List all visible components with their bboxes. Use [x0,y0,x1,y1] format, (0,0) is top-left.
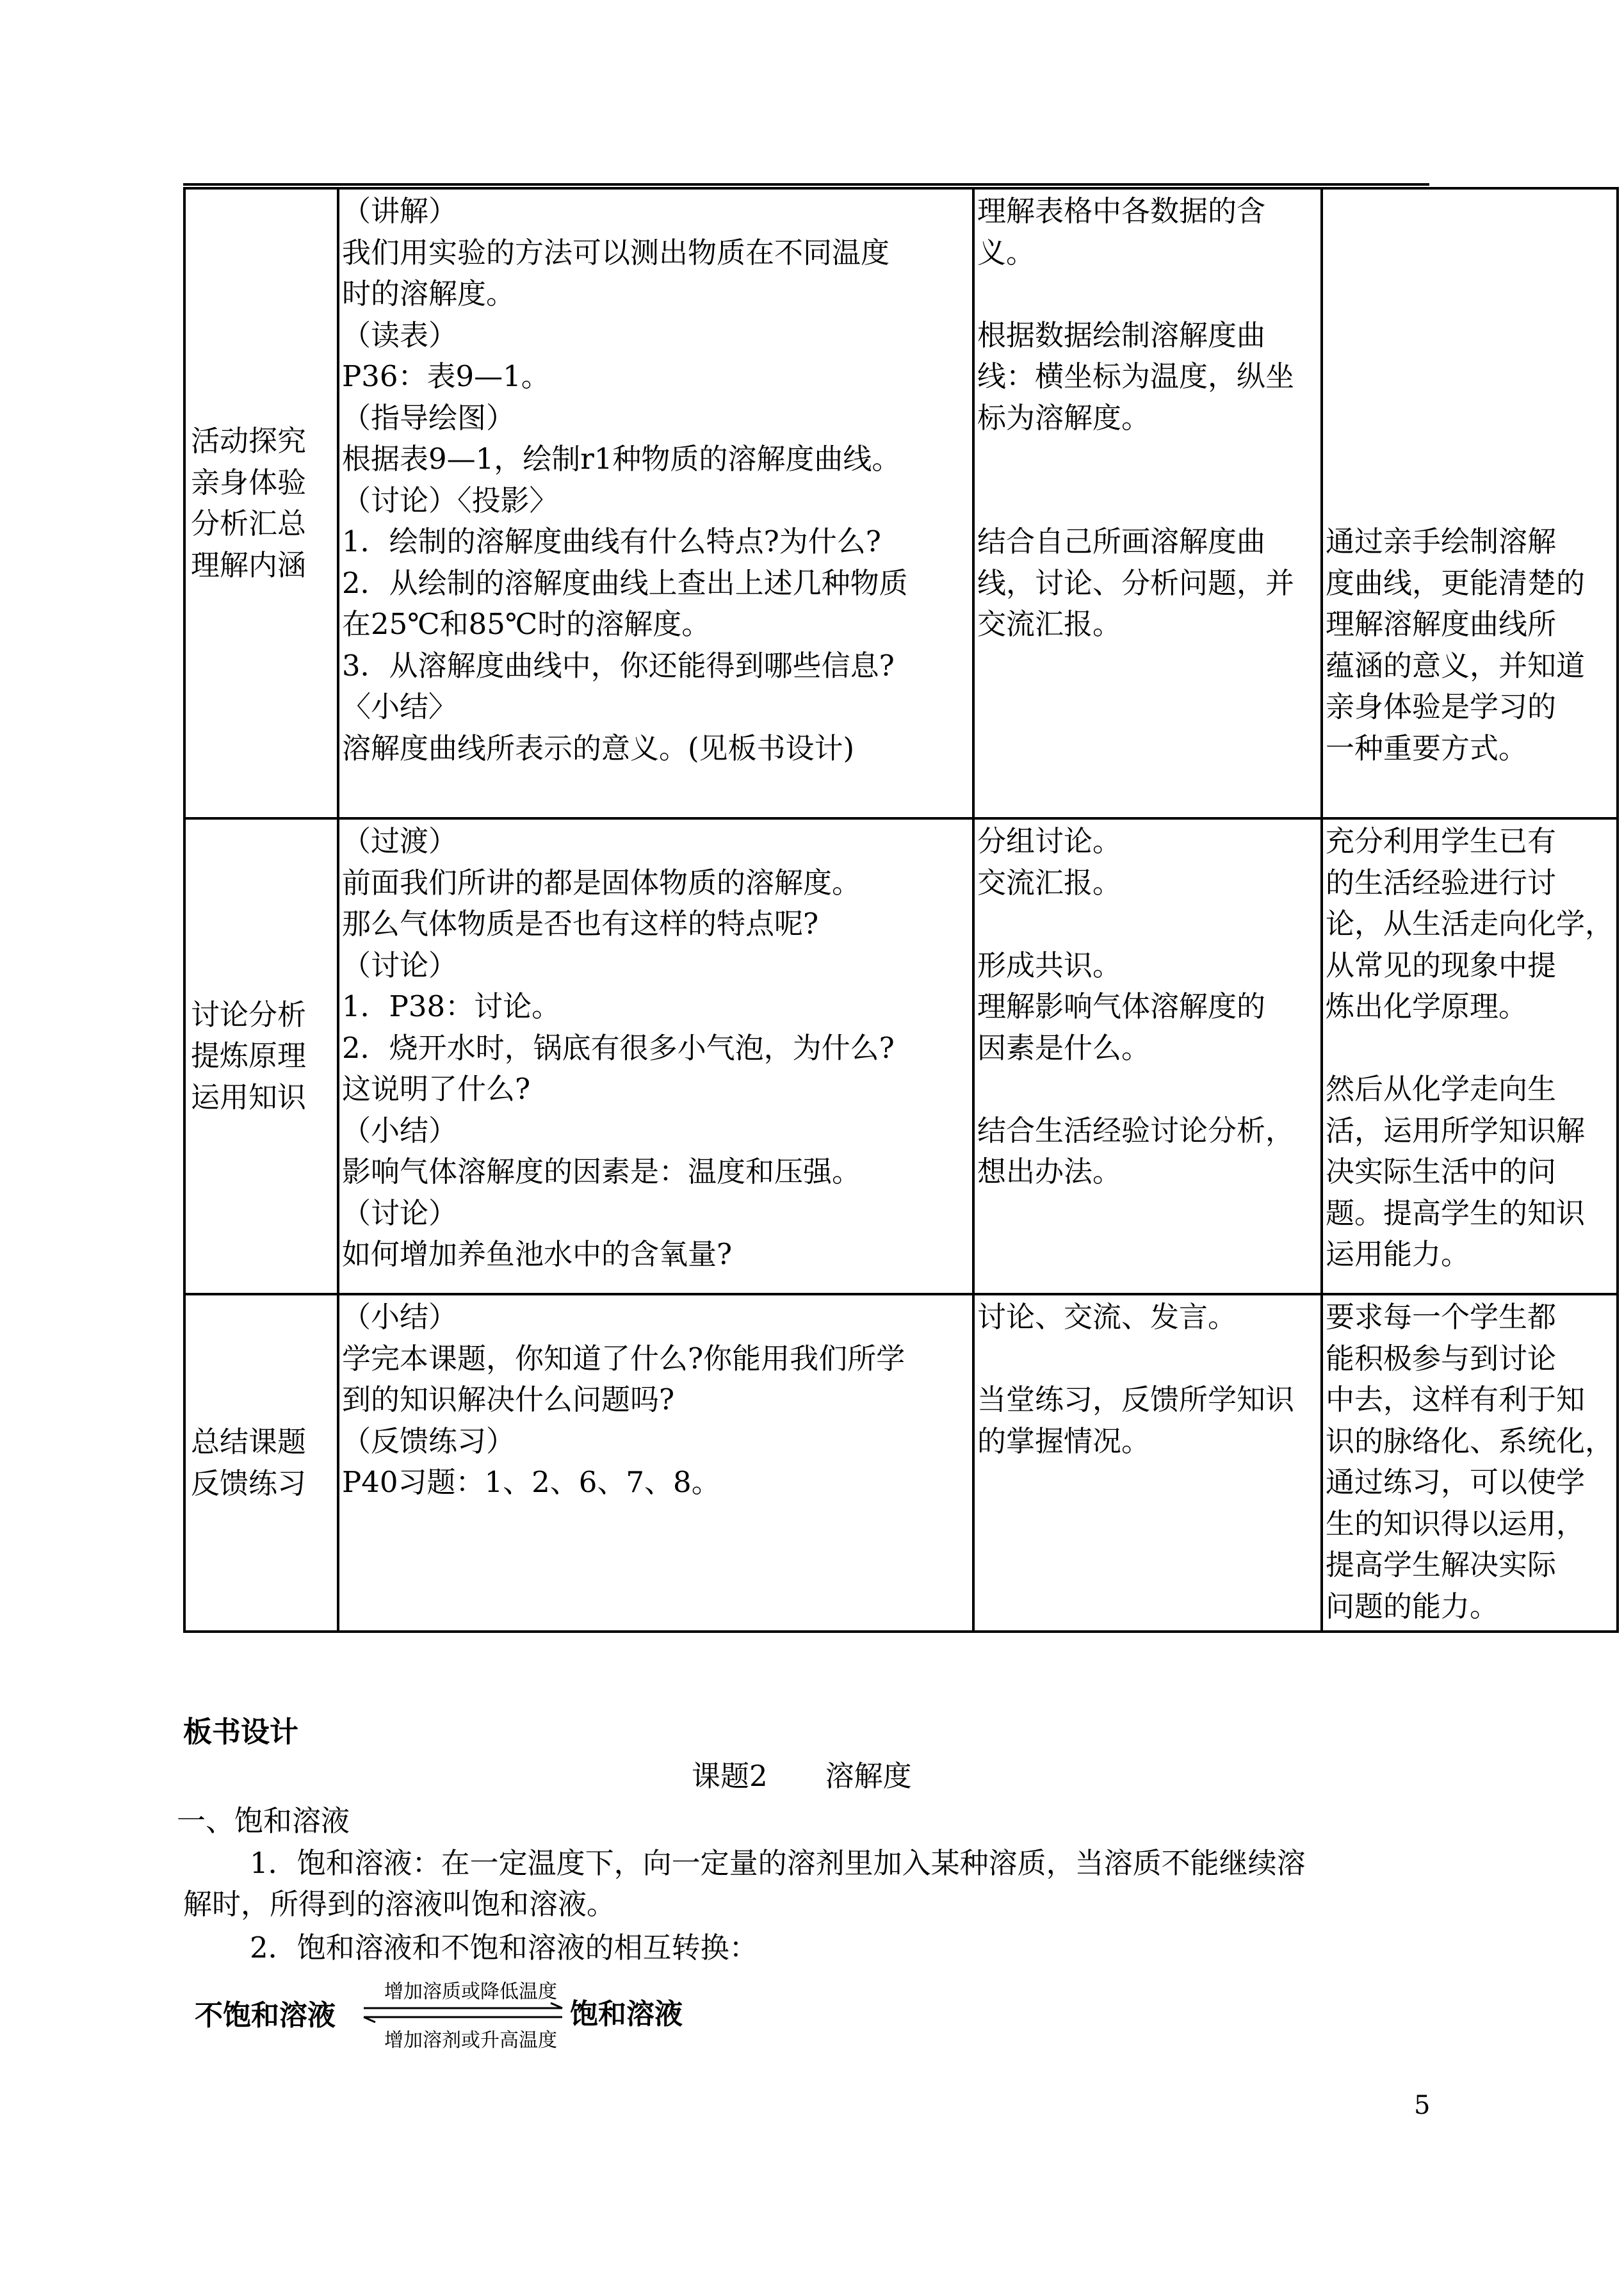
cell-text-line: 题。提高学生的知识 [1326,1196,1586,1230]
cell-text-line: 影响气体溶解度的因素是：温度和压强。 [342,1155,861,1188]
cell-text-line: 然后从化学走向生 [1326,1072,1557,1106]
cell-text-line: 提炼原理 [191,1039,307,1073]
spacer [977,273,1318,315]
spacer [977,480,1318,522]
table-row [184,1294,1618,1632]
top-rule [183,183,1429,186]
cell-text-line: （讨论） [342,948,458,982]
cell-text-line: 因素是什么。 [977,1030,1151,1065]
design-intent-cell [1322,188,1618,818]
spacer [1326,356,1614,398]
cell-text-line: 活动探究 [191,424,307,458]
cell-text-line: （小结） [342,1113,458,1148]
cell-text-line: 提高学生解决实际 [1326,1548,1557,1582]
cell-text-line: 理解影响气体溶解度的 [977,989,1266,1023]
cell-text-line: 讨论分析 [191,997,307,1032]
cell-text-line: 问题的能力。 [1326,1589,1499,1623]
cell-text-line: 运用能力。 [1326,1237,1470,1271]
cell-text-line: 结合生活经验讨论分析， [977,1113,1295,1148]
cell-text-line: 中去，这样有利于知 [1326,1383,1586,1416]
cell-text-line: 亲身体验是学习的 [1326,690,1557,724]
cell-text-line: 那么气体物质是否也有这样的特点呢? [342,907,819,941]
spacer [1326,315,1614,357]
cell-text-line: （指导绘图） [342,400,516,435]
cell-text-line: （读表） [342,318,458,352]
cell-text-line: 3．从溶解度曲线中，你还能得到哪些信息? [342,648,895,683]
cell-text-line: （反馈练习） [342,1423,516,1458]
cell-text-line: 溶解度曲线所表示的意义。(见板书设计) [342,731,855,765]
cell-text-line: P36：表9—1。 [342,359,550,393]
cell-text-line: （讲解） [342,194,458,228]
cell-text-line: （讨论） [342,1196,458,1230]
spacer [1326,439,1614,480]
definition-line-2: 解时，所得到的溶液叫饱和溶液。 [183,1887,616,1921]
definition-line-1: 1．饱和溶液：在一定温度下，向一定量的溶剂里加入某种溶质，当溶质不能继续溶 [250,1846,1306,1880]
cell-text-line: 前面我们所讲的都是固体物质的溶解度。 [342,865,861,900]
cell-text-line: 交流汇报。 [977,607,1122,641]
cell-text-line: 根据表9—1，绘制r1种物质的溶解度曲线。 [342,442,901,476]
cell-text-line: P40习题：1、2、6、7、8。 [342,1465,720,1499]
spacer [977,1338,1318,1380]
teacher-activity-cell [338,188,973,818]
cell-text-line: 理解溶解度曲线所 [1326,607,1557,641]
spacer [977,1069,1318,1110]
cell-text-line: 活，运用所学知识解 [1326,1113,1586,1148]
cell-text-line: 我们用实验的方法可以测出物质在不同温度 [342,235,890,270]
cell-text-line: （小结） [342,1300,458,1334]
spacer [977,904,1318,945]
stage-cell [184,1294,338,1632]
unsaturated-solution-label: 不饱和溶液 [195,1999,336,2032]
cell-text-line: 反馈练习 [191,1466,307,1500]
cell-text-line: 标为溶解度。 [977,400,1151,435]
teacher-activity-cell [338,1294,973,1632]
cell-text-line: 线，讨论、分析问题，并 [977,565,1295,600]
cell-text-line: 充分利用学生已有 [1326,824,1557,858]
cell-text-line: 论，从生活走向化学， [1326,907,1614,941]
page-number: 5 [1414,2091,1431,2120]
cell-text-line: 理解表格中各数据的含 [977,194,1266,228]
cell-text-line: 这说明了什么? [342,1072,531,1106]
cell-text-line: 交流汇报。 [977,865,1122,900]
section-saturated-solution: 一、饱和溶液 [177,1804,350,1838]
cell-text-line: 运用知识 [191,1080,307,1114]
cell-text-line: 决实际生活中的问 [1326,1155,1557,1188]
spacer [1326,273,1614,315]
cell-text-line: 时的溶解度。 [342,277,516,311]
cell-text-line: 1．P38：讨论。 [342,989,561,1023]
conversion-diagram [192,1971,768,2054]
cell-text-line: 1．绘制的溶解度曲线有什么特点?为什么? [342,524,881,558]
cell-text-line: 结合自己所画溶解度曲 [977,524,1266,558]
table-row [184,188,1618,818]
reverse-condition-label: 增加溶剂或升高温度 [384,2029,557,2052]
student-activity-cell [973,818,1322,1294]
cell-text-line: 分析汇总 [191,507,307,540]
cell-text-line: 识的脉络化、系统化， [1326,1423,1614,1458]
cell-text-line: 到的知识解决什么问题吗? [342,1383,675,1416]
spacer [1326,232,1614,274]
forward-condition-label: 增加溶质或降低温度 [384,1981,557,2003]
table-row [184,818,1618,1294]
cell-text-line: 学完本课题，你知道了什么?你能用我们所学 [342,1341,905,1375]
cell-text-line: 炼出化学原理。 [1326,989,1528,1023]
cell-text-line: 通过练习，可以使学 [1326,1465,1586,1499]
cell-text-line: 总结课题 [191,1425,307,1459]
spacer [977,439,1318,480]
cell-text-line: 义。 [977,235,1035,270]
design-intent-cell [1322,818,1618,1294]
cell-text-line: 理解内涵 [191,547,307,582]
cell-text-line: （讨论）〈投影〉 [342,483,558,517]
cell-text-line: 生的知识得以运用， [1326,1506,1586,1541]
stage-cell [184,188,338,818]
student-activity-cell [973,188,1322,818]
cell-text-line: 通过亲手绘制溶解 [1326,524,1557,558]
spacer [1326,1028,1614,1069]
cell-text-line: 分组讨论。 [977,824,1122,858]
cell-text-line: 亲身体验 [191,465,307,499]
cell-text-line: 在25℃和85℃时的溶解度。 [342,607,711,641]
saturated-solution-label: 饱和溶液 [570,1998,683,2031]
teacher-activity-cell [338,818,973,1294]
cell-text-line: 从常见的现象中提 [1326,948,1557,982]
cell-text-line: 形成共识。 [977,948,1122,982]
cell-text-line: 线：横坐标为温度，纵坐 [977,359,1295,393]
cell-text-line: 的生活经验进行讨 [1326,865,1557,900]
board-design-heading: 板书设计 [183,1715,299,1749]
design-intent-cell [1322,1294,1618,1632]
spacer [1326,191,1614,232]
cell-text-line: 要求每一个学生都 [1326,1300,1557,1334]
spacer [1326,480,1614,522]
lesson-title: 课题2 溶解度 [692,1759,912,1793]
spacer [1326,398,1614,439]
cell-text-line: 讨论、交流、发言。 [977,1300,1237,1334]
stage-cell [184,818,338,1294]
cell-text-line: 根据数据绘制溶解度曲 [977,318,1266,352]
cell-text-line: 的掌握情况。 [977,1423,1151,1458]
conversion-item: 2．饱和溶液和不饱和溶液的相互转换： [250,1931,758,1965]
cell-text-line: 〈小结〉 [342,690,458,724]
cell-text-line: 如何增加养鱼池水中的含氧量? [342,1237,733,1271]
cell-text-line: 2．烧开水时，锅底有很多小气泡，为什么? [342,1030,895,1065]
cell-text-line: 2．从绘制的溶解度曲线上查出上述几种物质 [342,565,908,600]
cell-text-line: 当堂练习，反馈所学知识 [977,1383,1295,1416]
cell-text-line: 一种重要方式。 [1326,731,1528,765]
cell-text-line: 度曲线，更能清楚的 [1326,565,1586,600]
cell-text-line: 想出办法。 [977,1155,1122,1188]
student-activity-cell [973,1294,1322,1632]
cell-text-line: 蕴涵的意义，并知道 [1326,648,1586,683]
lesson-plan-table [183,187,1619,1633]
cell-text-line: 能积极参与到讨论 [1326,1341,1557,1375]
cell-text-line: （过渡） [342,824,458,858]
